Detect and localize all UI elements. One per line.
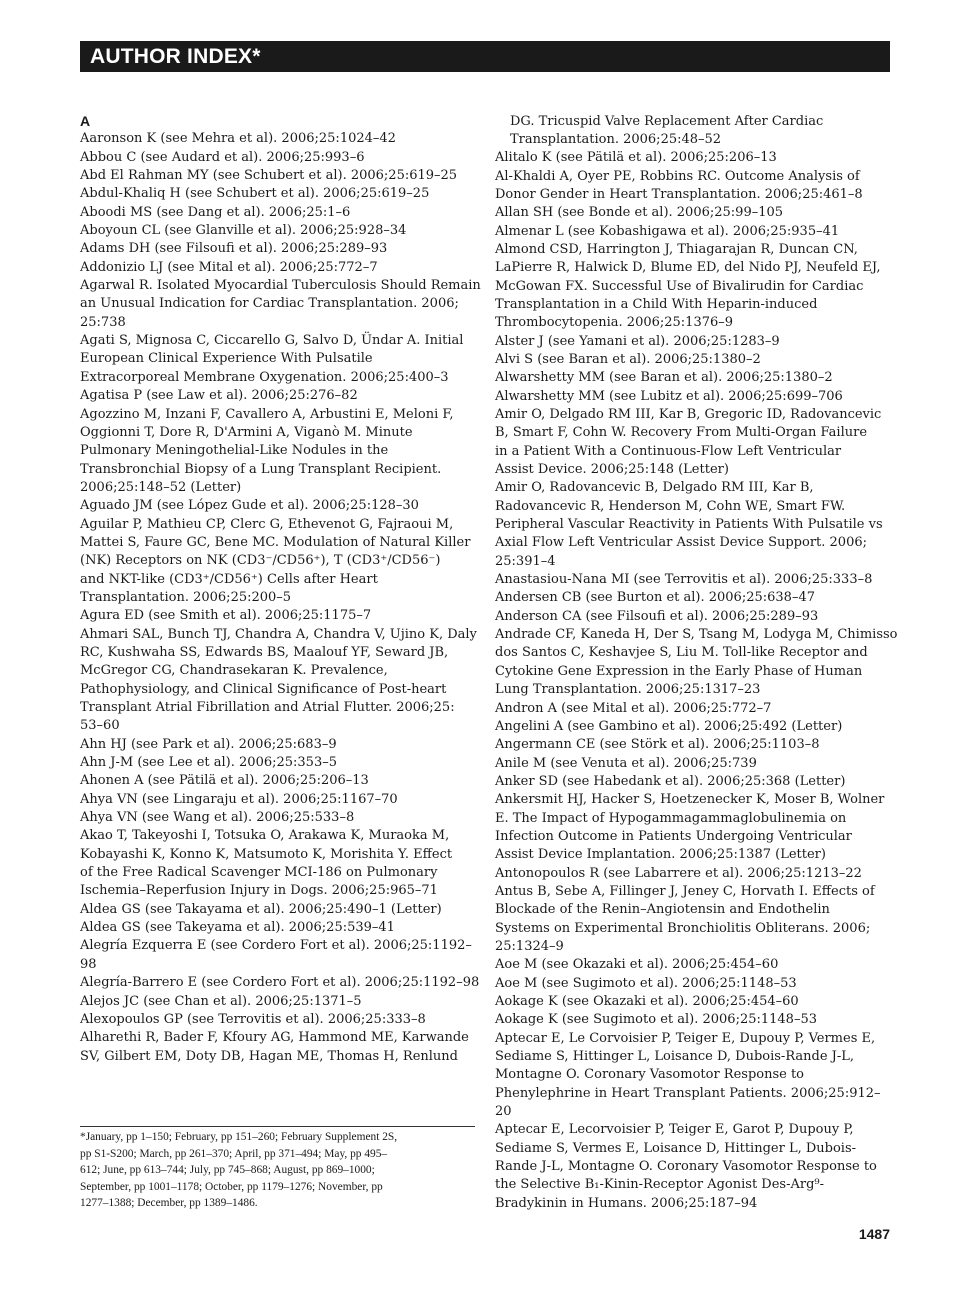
index-entry xyxy=(80,754,476,772)
entry-line: Alejos JC (see Chan et al). 2006;25:1371–5 xyxy=(80,993,362,1009)
entry-line: Anile M (see Venuta et al). 2006;25:739 xyxy=(495,755,757,771)
index-entry xyxy=(80,222,476,240)
index-entry xyxy=(495,700,891,718)
entry-line: Andrade CF, Kaneda H, Der S, Tsang M, Lodyga M, Chimisso xyxy=(495,627,898,643)
entry-line: Blockade of the Renin–Angiotensin and Endothelin xyxy=(495,902,830,918)
index-entry xyxy=(80,791,476,809)
entry-line: Angelini A (see Gambino et al). 2006;25:492 (Letter) xyxy=(495,718,843,734)
entry-line: 20 xyxy=(495,1104,512,1120)
index-entry xyxy=(80,809,476,827)
entry-line: Oggionni T, Dore R, D'Armini A, Viganò M. Minute xyxy=(80,424,413,440)
index-entry xyxy=(495,131,891,149)
entry-line: Lung Transplantation. 2006;25:1317–23 xyxy=(495,682,761,698)
entry-line: and NKT-like (CD3⁺/CD56⁺) Cells after Heart xyxy=(80,571,378,587)
index-entry xyxy=(495,388,891,406)
entry-line: Peripheral Vascular Reactivity in Patients With Pulsatile vs xyxy=(495,517,883,533)
entry-line: Agura ED (see Smith et al). 2006;25:1175–7 xyxy=(80,608,372,624)
index-entry xyxy=(495,369,891,387)
index-entry xyxy=(80,1029,476,1066)
entry-line: Ahonen A (see Pätilä et al). 2006;25:206–13 xyxy=(80,773,369,789)
entry-line: Almond CSD, Harrington J, Thiagarajan R, Duncan CN, xyxy=(495,241,858,257)
index-entry xyxy=(80,736,476,754)
entry-line: B, Smart F, Cohn W. Recovery From Multi-Organ Failure xyxy=(495,425,868,441)
entry-line: Anastasiou-Nana MI (see Terrovitis et al). 2006;25:333–8 xyxy=(495,572,873,588)
entry-line: Ischemia–Reperfusion Injury in Dogs. 2006;25:965–71 xyxy=(80,883,438,899)
index-entry xyxy=(80,185,476,203)
entry-line: Abd El Rahman MY (see Schubert et al). 2006;25:619–25 xyxy=(80,168,458,184)
header-bar xyxy=(80,41,890,72)
entry-line: SV, Gilbert EM, Doty DB, Hagan ME, Thomas H, Renlund xyxy=(80,1048,458,1064)
entry-line: Amir O, Delgado RM III, Kar B, Gregoric ID, Radovancevic xyxy=(495,407,882,422)
entry-line: Aboyoun CL (see Glanville et al). 2006;25:928–34 xyxy=(80,223,407,239)
right-column xyxy=(495,113,898,1214)
index-entry xyxy=(495,865,891,883)
entry-line: Transplantation. 2006;25:200–5 xyxy=(80,589,292,605)
entry-line: (NK) Receptors on NK (CD3⁻/CD56⁺), T (CD3⁺/CD56⁻) xyxy=(80,553,441,569)
entry-line: 25:391–4 xyxy=(495,553,556,569)
index-entry xyxy=(495,406,891,479)
index-entry xyxy=(495,113,891,131)
index-entry xyxy=(80,937,476,974)
entry-line: Andersen CB (see Burton et al). 2006;25:638–47 xyxy=(495,590,815,606)
index-entry xyxy=(80,974,480,992)
page-number: 1487 xyxy=(858,1226,890,1242)
left-entry-list xyxy=(80,130,481,1066)
footnote-line: pp S1-S200; March, pp 261–370; April, pp 371–494; May, pp 495– xyxy=(80,1147,388,1160)
entry-line: Antonopoulos R (see Labarrere et al). 2006;25:1213–22 xyxy=(495,865,862,881)
index-entry xyxy=(495,333,891,351)
entry-line: Aokage K (see Sugimoto et al). 2006;25:1148–53 xyxy=(495,1012,817,1028)
index-entry xyxy=(495,1030,891,1122)
entry-line: the Selective B₁-Kinin-Receptor Agonist Des-Arg⁹- xyxy=(495,1177,825,1193)
entry-line: Alster J (see Yamani et al). 2006;25:1283–9 xyxy=(495,333,780,349)
entry-line: Transbronchial Biopsy of a Lung Transplant Recipient. xyxy=(80,461,442,477)
entry-line: Donor Gender in Heart Transplantation. 2006;25:461–8 xyxy=(495,186,863,202)
entry-line: Alharethi R, Bader F, Kfoury AG, Hammond ME, Karwande xyxy=(80,1030,469,1046)
entry-line: Al-Khaldi A, Oyer PE, Robbins RC. Outcome Analysis of xyxy=(495,168,860,184)
entry-line: Pathophysiology, and Clinical Significance of Post-heart xyxy=(80,681,447,697)
index-entry xyxy=(495,718,891,736)
entry-line: Cytokine Gene Expression in the Early Phase of Human xyxy=(495,663,863,679)
entry-line: an Unusual Indication for Cardiac Transplantation. 2006; xyxy=(80,296,459,312)
entry-line: Aguado JM (see López Gude et al). 2006;25:128–30 xyxy=(80,498,419,514)
entry-line: Alexopoulos GP (see Terrovitis et al). 2006;25:333–8 xyxy=(80,1011,426,1027)
index-entry xyxy=(495,975,891,993)
entry-line: Mattei S, Faure GC, Bene MC. Modulation of Natural Killer xyxy=(80,534,471,550)
index-entry xyxy=(80,827,476,900)
entry-line: Sediame S, Hittinger L, Loisance D, Dubois-Rande J-L, xyxy=(495,1049,855,1065)
index-entry xyxy=(80,406,476,498)
entry-line: Aldea GS (see Takeyama et al). 2006;25:539–41 xyxy=(80,920,395,936)
footnote xyxy=(80,1129,476,1212)
entry-line: Almenar L (see Kobashigawa et al). 2006;25:935–41 xyxy=(495,223,840,239)
entry-line: Systems on Experimental Bronchiolitis Obliterans. 2006; xyxy=(495,920,871,936)
entry-line: Ahmari SAL, Bunch TJ, Chandra A, Chandra V, Ujino K, Daly xyxy=(80,626,477,642)
index-entry xyxy=(495,223,891,241)
index-entry xyxy=(80,497,476,515)
footnote-line: *January, pp 1–150; February, pp 151–260; February Supplement 2S, xyxy=(80,1131,398,1143)
entry-line: Extracorporeal Membrane Oxygenation. 2006;25:400–3 xyxy=(80,369,449,385)
entry-line: dos Santos C, Keshavjee S, Liu M. Toll-like Receptor and xyxy=(495,645,868,661)
entry-line: Rande J-L, Montagne O. Coronary Vasomotor Response to xyxy=(495,1159,877,1175)
index-entry xyxy=(495,608,891,626)
entry-line: Antus B, Sebe A, Fillinger J, Jeney C, Horvath I. Effects of xyxy=(495,883,875,899)
entry-line: Agatisa P (see Law et al). 2006;25:276–82 xyxy=(80,388,358,404)
index-entry xyxy=(495,241,891,333)
entry-line: RC, Kushwaha SS, Edwards BS, Maalouf YF, Seward JB, xyxy=(80,644,449,660)
entry-line: Bradykinin in Humans. 2006;25:187–94 xyxy=(495,1195,758,1211)
entry-line: Alitalo K (see Pätilä et al). 2006;25:206–13 xyxy=(495,150,777,166)
index-entry xyxy=(495,993,891,1011)
entry-line: Agati S, Mignosa C, Ciccarello G, Salvo D, Ündar A. Initial xyxy=(80,333,464,349)
index-entry xyxy=(80,167,476,185)
index-entry xyxy=(80,204,476,222)
entry-line: Anderson CA (see Filsoufi et al). 2006;25:289–93 xyxy=(495,608,819,624)
entry-line: Radovancevic R, Henderson M, Cohn WE, Smart FW. xyxy=(495,498,846,514)
index-entry xyxy=(495,755,891,773)
entry-line: Aguilar P, Mathieu CP, Clerc G, Ethevenot G, Fajraoui M, xyxy=(80,516,454,532)
entry-line: Infection Outcome in Patients Undergoing Ventricular xyxy=(495,828,852,844)
entry-line: Ahn J-M (see Lee et al). 2006;25:353–5 xyxy=(80,755,337,771)
entry-line: Andron A (see Mital et al). 2006;25:772–7 xyxy=(495,700,772,716)
entry-line: Ahya VN (see Lingaraju et al). 2006;25:1167–70 xyxy=(80,791,398,807)
entry-line: LaPierre R, Halwick D, Blume ED, del Nido PJ, Neufeld EJ, xyxy=(495,260,881,276)
entry-line: 98 xyxy=(80,956,97,972)
left-column xyxy=(80,112,481,1066)
index-entry xyxy=(495,479,891,571)
entry-line: Abbou C (see Audard et al). 2006;25:993–6 xyxy=(80,149,365,165)
index-entry xyxy=(80,772,476,790)
entry-line: Alegría-Barrero E (see Cordero Fort et al). 2006;25:1192–98 xyxy=(80,975,480,991)
entry-line: Ankersmit HJ, Hacker S, Hoetzenecker K, Moser B, Wolner xyxy=(495,792,885,808)
index-entry xyxy=(495,791,891,864)
entry-line: Transplantation. 2006;25:48–52 xyxy=(510,131,722,147)
entry-line: Kobayashi K, Konno K, Matsumoto K, Morishita Y. Effect xyxy=(80,846,453,862)
entry-line: Addonizio LJ (see Mital et al). 2006;25:772–7 xyxy=(80,259,378,275)
entry-line: Transplantation in a Child With Heparin-induced xyxy=(495,296,818,312)
entry-line: Anker SD (see Habedank et al). 2006;25:368 (Letter) xyxy=(495,773,846,789)
entry-line: Assist Device. 2006;25:148 (Letter) xyxy=(495,462,729,478)
entry-line: Aoe M (see Okazaki et al). 2006;25:454–60 xyxy=(495,957,779,973)
entry-line: Aaronson K (see Mehra et al). 2006;25:1024–42 xyxy=(80,131,396,147)
index-entry xyxy=(80,130,476,148)
right-entry-list xyxy=(495,113,898,1214)
entry-line: E. The Impact of Hypogammagammaglobulinemia on xyxy=(495,810,847,826)
section-letter: A xyxy=(80,113,91,129)
entry-line: 2006;25:148–52 (Letter) xyxy=(80,479,242,495)
entry-line: Akao T, Takeyoshi I, Totsuka O, Arakawa K, Muraoka M, xyxy=(80,828,450,844)
entry-line: Assist Device Implantation. 2006;25:1387 (Letter) xyxy=(495,847,826,863)
index-entry xyxy=(495,351,891,369)
index-entry xyxy=(80,332,476,387)
index-entry xyxy=(80,149,476,167)
entry-line: Alvi S (see Baran et al). 2006;25:1380–2 xyxy=(495,351,761,367)
entry-line: Montagne O. Coronary Vasomotor Response to xyxy=(495,1067,805,1083)
entry-line: Aldea GS (see Takayama et al). 2006;25:490–1 (Letter) xyxy=(80,901,442,917)
index-entry xyxy=(495,773,891,791)
index-entry xyxy=(495,571,891,589)
footnote-line: September, pp 1001–1178; October, pp 1179–1276; November, pp xyxy=(80,1180,383,1193)
index-entry xyxy=(495,1121,891,1213)
entry-line: 25:738 xyxy=(80,314,126,330)
entry-line: of the Free Radical Scavenger MCI-186 on Pulmonary xyxy=(80,865,438,881)
entry-line: 25:1324–9 xyxy=(495,938,564,954)
index-entry xyxy=(495,956,891,974)
index-entry xyxy=(80,516,476,608)
index-entry xyxy=(80,607,476,625)
index-entry xyxy=(495,736,891,754)
footnote-line: 612; June, pp 613–744; July, pp 745–868; August, pp 869–1000; xyxy=(80,1164,375,1176)
index-entry xyxy=(495,204,891,222)
entry-line: Phenylephrine in Heart Transplant Patients. 2006;25:912– xyxy=(495,1085,881,1101)
entry-line: Abdul-Khaliq H (see Schubert et al). 2006;25:619–25 xyxy=(80,186,430,202)
index-entry xyxy=(80,993,476,1011)
entry-line: Amir O, Radovancevic B, Delgado RM III, Kar B, xyxy=(495,480,814,496)
entry-line: in a Patient With a Continuous-Flow Left Ventricular xyxy=(495,443,842,459)
entry-line: Pulmonary Meningothelial-Like Nodules in the xyxy=(80,443,389,459)
index-entry xyxy=(80,387,476,405)
index-entry xyxy=(80,259,476,277)
index-entry xyxy=(495,149,891,167)
entry-line: DG. Tricuspid Valve Replacement After Cardiac xyxy=(510,113,824,129)
index-entry xyxy=(80,277,481,332)
entry-line: Aboodi MS (see Dang et al). 2006;25:1–6 xyxy=(80,204,351,220)
footnote-line: 1277–1388; December, pp 1389–1486. xyxy=(80,1197,258,1209)
entry-line: Agarwal R. Isolated Myocardial Tuberculosis Should Remain xyxy=(80,278,481,294)
index-entry xyxy=(495,883,891,956)
index-entry xyxy=(495,589,891,607)
entry-line: Agozzino M, Inzani F, Cavallero A, Arbustini E, Meloni F, xyxy=(80,406,454,422)
entry-line: Alwarshetty MM (see Baran et al). 2006;25:1380–2 xyxy=(495,370,833,386)
entry-line: Angermann CE (see Störk et al). 2006;25:1103–8 xyxy=(495,737,820,753)
entry-line: Sediame S, Vermes E, Loisance D, Hittinger L, Dubois- xyxy=(495,1140,857,1156)
entry-line: McGregor CG, Chandrasekaran K. Prevalence, xyxy=(80,663,388,679)
entry-line: Axial Flow Left Ventricular Assist Device Support. 2006; xyxy=(495,535,867,551)
page-title: AUTHOR INDEX* xyxy=(90,45,261,68)
entry-line: Transplant Atrial Fibrillation and Atrial Flutter. 2006;25: xyxy=(80,700,455,715)
entry-line: Ahn HJ (see Park et al). 2006;25:683–9 xyxy=(80,736,337,752)
index-entry xyxy=(495,168,891,205)
index-entry xyxy=(80,919,476,937)
entry-line: Aptecar E, Le Corvoisier P, Teiger E, Dupouy P, Vermes E, xyxy=(495,1030,876,1046)
index-entry xyxy=(80,1011,476,1029)
entry-line: Aoe M (see Sugimoto et al). 2006;25:1148–53 xyxy=(495,975,797,991)
entry-line: Allan SH (see Bonde et al). 2006;25:99–105 xyxy=(495,205,784,221)
entry-line: Adams DH (see Filsoufi et al). 2006;25:289–93 xyxy=(80,241,388,257)
entry-line: Aptecar E, Lecorvoisier P, Teiger E, Garot P, Dupouy P, xyxy=(495,1122,854,1138)
entry-line: McGowan FX. Successful Use of Bivalirudin for Cardiac xyxy=(495,278,864,294)
entry-line: Thrombocytopenia. 2006;25:1376–9 xyxy=(495,315,734,331)
entry-line: Ahya VN (see Wang et al). 2006;25:533–8 xyxy=(80,810,355,826)
index-entry xyxy=(80,626,476,736)
entry-line: Alegría Ezquerra E (see Cordero Fort et al). 2006;25:1192– xyxy=(80,938,472,954)
entry-line: 53–60 xyxy=(80,718,120,734)
index-entry xyxy=(495,626,898,699)
entry-line: Aokage K (see Okazaki et al). 2006;25:454–60 xyxy=(495,994,799,1009)
index-entry xyxy=(495,1011,891,1029)
index-entry xyxy=(80,901,476,919)
entry-line: Alwarshetty MM (see Lubitz et al). 2006;25:699–706 xyxy=(495,388,843,404)
index-entry xyxy=(80,240,476,258)
entry-line: European Clinical Experience With Pulsatile xyxy=(80,351,373,367)
footnote-divider xyxy=(80,1126,475,1127)
